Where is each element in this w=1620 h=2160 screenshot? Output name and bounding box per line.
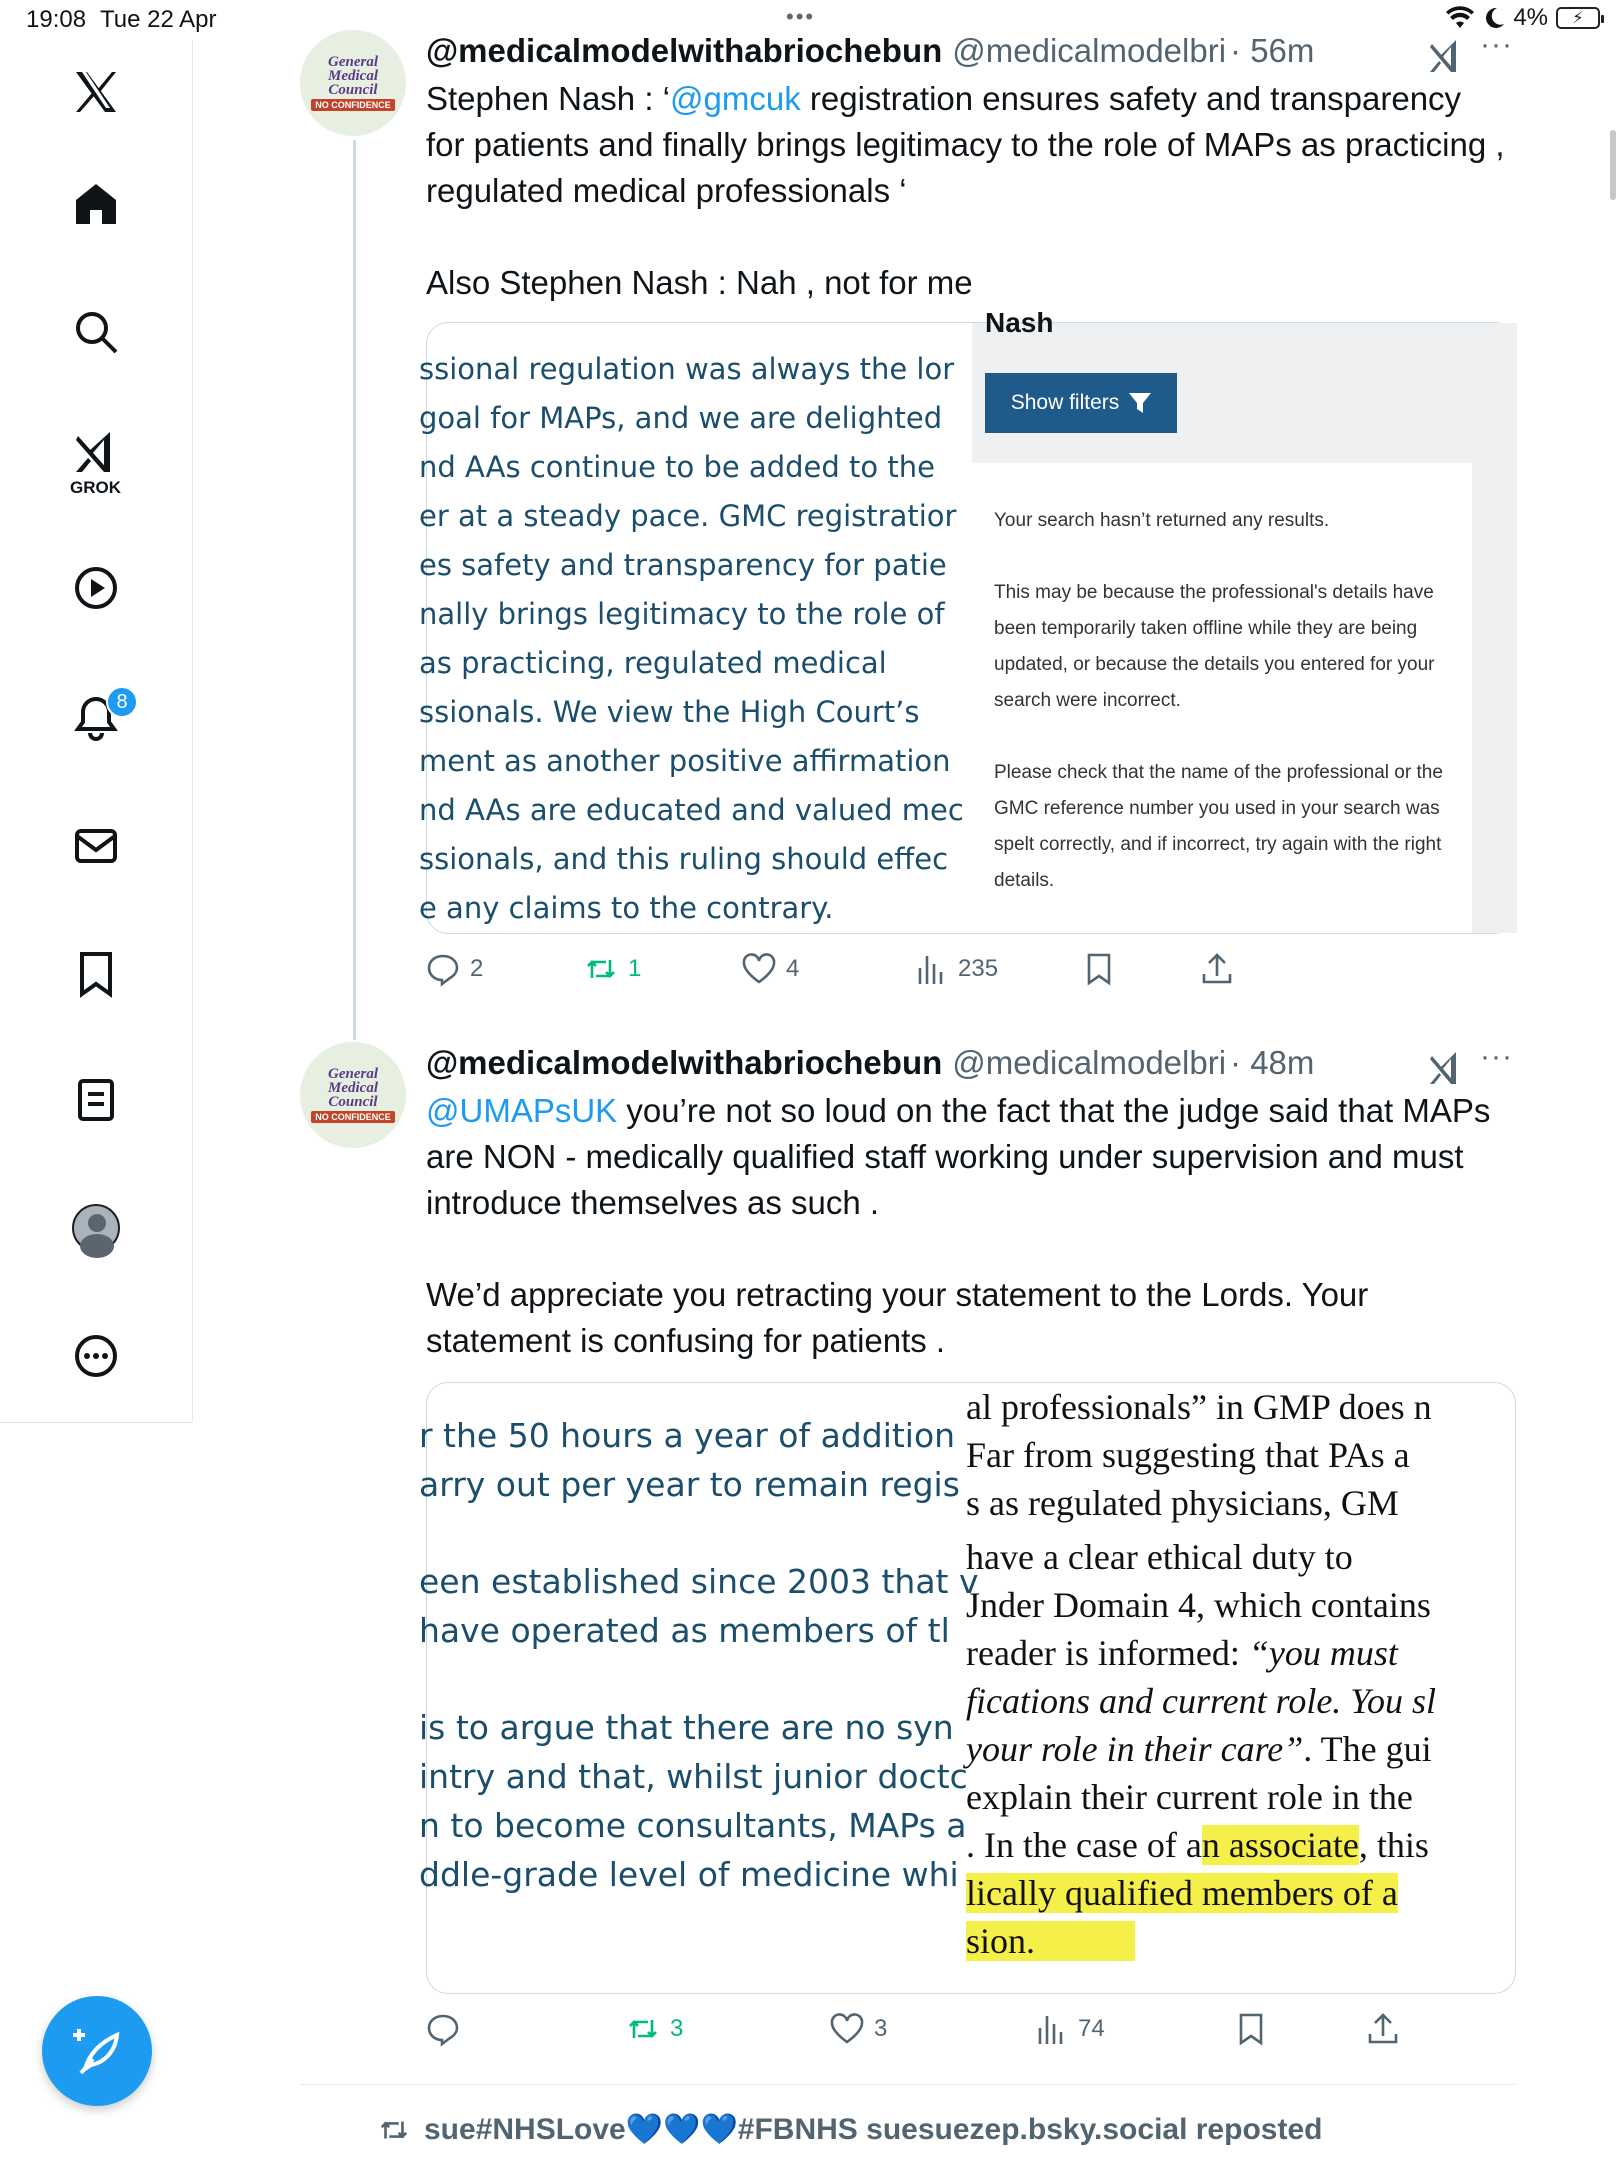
battery-charging-icon: ⚡ (1556, 7, 1600, 29)
share-button[interactable] (1200, 952, 1234, 986)
tweet-body: @UMAPsUK you’re not so loud on the fact that the judge said that MAPs are NON - medically qualified staff working under supervision and must introduce themselves as such . We’d appreciate you retracting your statement to the Lords. Your statement is confusing for patients . (426, 1092, 1491, 1359)
heart-icon (830, 2012, 864, 2046)
grok-explain-icon[interactable] (1428, 38, 1464, 74)
reply-button[interactable] (426, 2012, 470, 2046)
repost-button[interactable] (626, 2012, 683, 2046)
views-button[interactable] (914, 952, 998, 986)
filter-funnel-icon (1129, 393, 1151, 413)
media-text-line: intry and that, whilst junior doctc (419, 1757, 968, 1796)
media-image-right[interactable] (966, 1383, 1517, 1993)
repost-icon (584, 952, 618, 986)
tweet-time[interactable]: · 48m (1230, 1044, 1315, 1081)
media-text-line: een established since 2003 that v (419, 1562, 979, 1601)
avatar-stamp: NO CONFIDENCE (311, 99, 395, 111)
media-text-paragraph (419, 1703, 972, 1899)
media-text-line: nally brings legitimacy to the role of (419, 597, 945, 631)
bookmark-icon (1082, 952, 1116, 986)
compose-post-button[interactable] (42, 1996, 152, 2106)
x-logo-icon[interactable] (62, 58, 130, 126)
profile-avatar-icon[interactable] (62, 1194, 130, 1262)
like-count: 3 (874, 2015, 888, 2042)
views-count: 74 (1078, 2015, 1105, 2042)
tweet-media-images[interactable] (419, 307, 1516, 934)
tweet-header (426, 32, 1314, 70)
status-date: Tue 22 Apr (100, 6, 217, 33)
repost-attribution-text: sue#NHSLove💙💙💙#FBNHS suesuezep.bsky.social reposted (424, 2113, 1323, 2146)
reply-count: 2 (470, 955, 484, 982)
media-text-line: goal for MAPs, and we are delighted (419, 401, 943, 435)
media-text-line: as practicing, regulated medical (419, 646, 887, 680)
media-text-line: es safety and transparency for patie (419, 548, 947, 582)
repost-button[interactable] (584, 952, 641, 986)
bookmark-button[interactable] (1082, 952, 1116, 986)
media-text-line: nd AAs are educated and valued mec (419, 793, 964, 827)
scrollbar[interactable] (1610, 130, 1616, 200)
multitask-dots-icon[interactable]: ••• (786, 4, 816, 29)
search-results-box: Your search hasn’t returned any results. This may be because the professional's details have been temporarily taken offline while they are being updated, or because the details you entered for your search were incorrect. Please check that the name of the professional or the GMC reference number you used in your search was spelt correctly, and if incorrect, try again with the right details. (972, 463, 1472, 933)
mention-link[interactable]: @gmcuk (670, 80, 801, 117)
media-text-line: e any claims to the contrary. (419, 891, 834, 925)
like-count: 4 (786, 955, 800, 982)
media-image-right[interactable] (972, 307, 1517, 933)
media-text-line: r the 50 hours a year of addition (419, 1416, 956, 1455)
search-heading: Nash (985, 307, 1054, 338)
lists-icon[interactable] (62, 1066, 130, 1134)
media-text-line: ssionals. We view the High Court’s (419, 695, 920, 729)
author-name[interactable]: @medicalmodelwithabriochebun (426, 1044, 943, 1081)
more-options-icon[interactable] (62, 1322, 130, 1390)
repost-count: 1 (628, 955, 642, 982)
media-image-left[interactable] (419, 1383, 979, 1993)
media-text-line: ssionals, and this ruling should effec (419, 842, 949, 876)
sidebar-divider (0, 1422, 193, 1423)
home-icon[interactable] (62, 170, 130, 238)
views-chart-icon (1034, 2012, 1068, 2046)
tweet-actions (426, 2012, 1506, 2062)
media-text-line: ment as another positive affirmation (419, 744, 951, 778)
grok-icon[interactable] (62, 418, 130, 486)
media-text-line: arry out per year to remain regis (419, 1465, 960, 1504)
grok-explain-icon[interactable] (1428, 1050, 1464, 1086)
heart-icon (742, 952, 776, 986)
more-icon[interactable]: ··· (1480, 1040, 1513, 1073)
messages-envelope-icon[interactable] (62, 812, 130, 880)
tweet-2[interactable] (300, 1022, 1530, 2082)
avatar-logo-text: General Medical Council (328, 54, 378, 98)
tweet-actions (426, 952, 1506, 1002)
notification-count-badge: 8 (106, 686, 138, 718)
tweet-body: Stephen Nash : ‘@gmcuk registration ensures safety and transparency for patients and finally brings legitimacy to the role of MAPs as practicing , regulated medical professionals ‘ Also Stephen Nash : Nah , not for me (426, 80, 1505, 301)
views-chart-icon (914, 952, 948, 986)
reply-icon (426, 952, 460, 986)
author-name[interactable]: @medicalmodelwithabriochebun (426, 32, 943, 69)
avatar-stamp: NO CONFIDENCE (311, 1111, 395, 1123)
status-time: 19:08 (26, 6, 87, 33)
search-icon[interactable] (62, 298, 130, 366)
tweet-time[interactable]: · 56m (1230, 32, 1315, 69)
tweet-author-avatar[interactable] (300, 1042, 406, 1148)
bookmark-button[interactable] (1234, 2012, 1268, 2046)
tweet-divider (300, 2084, 1515, 2085)
bookmarks-icon[interactable] (62, 940, 130, 1008)
reply-button[interactable] (426, 952, 483, 986)
author-handle[interactable]: @medicalmodelbri (952, 1044, 1227, 1081)
media-text-line: nd AAs continue to be added to the (419, 450, 935, 484)
show-filters-button: Show filters (985, 373, 1177, 433)
media-text-line: ssional regulation was always the lor (419, 352, 955, 386)
bookmark-icon (1234, 2012, 1268, 2046)
more-icon[interactable]: ··· (1480, 28, 1513, 61)
media-text-line: er at a steady pace. GMC registratior (419, 499, 957, 533)
video-play-icon[interactable] (62, 554, 130, 622)
avatar-logo-text: General Medical Council (328, 1066, 378, 1110)
media-image-left[interactable] (419, 323, 972, 933)
share-button[interactable] (1366, 2012, 1400, 2046)
repost-icon (626, 2012, 660, 2046)
compose-feather-icon (71, 2025, 123, 2077)
like-button[interactable] (742, 952, 799, 986)
grok-label: GROK (70, 478, 121, 497)
repost-attribution[interactable] (378, 2112, 1322, 2147)
media-text-paragraph (419, 1411, 972, 1509)
share-upload-icon (1366, 2012, 1400, 2046)
media-text-line: ddle-grade level of medicine whi (419, 1855, 959, 1894)
views-button[interactable] (1034, 2012, 1105, 2046)
media-text-line: n to become consultants, MAPs a (419, 1806, 967, 1845)
tweet-media-images[interactable] (419, 1382, 1516, 1994)
share-upload-icon (1200, 952, 1234, 986)
reply-icon (426, 2012, 460, 2046)
media-text-line: have operated as members of tl (419, 1611, 950, 1650)
tweet-header (426, 1044, 1314, 1082)
media-text-line: is to argue that there are no syn (419, 1708, 954, 1747)
tweet-author-avatar[interactable] (300, 30, 406, 136)
views-count: 235 (958, 955, 999, 982)
repost-count: 3 (670, 2015, 684, 2042)
author-handle[interactable]: @medicalmodelbri (952, 32, 1227, 69)
battery-percent: 4% (1513, 4, 1548, 31)
mention-link[interactable]: @UMAPsUK (426, 1092, 618, 1129)
tweet-1[interactable] (300, 10, 1530, 1010)
media-text-paragraph (419, 1557, 979, 1655)
like-button[interactable] (830, 2012, 887, 2046)
repost-icon (378, 2114, 410, 2146)
judgment-text: al professionals” in GMP does n Far from suggesting that PAs a s as regulated physicians, GM have a clear ethical duty to Jnder Domain 4, which contains reader is informed: “you must fications and current role. You sl your role in their care”. The gui explain their current role in the . In the case of an associate, this lically qualified members of a sion. (966, 1387, 1437, 1961)
